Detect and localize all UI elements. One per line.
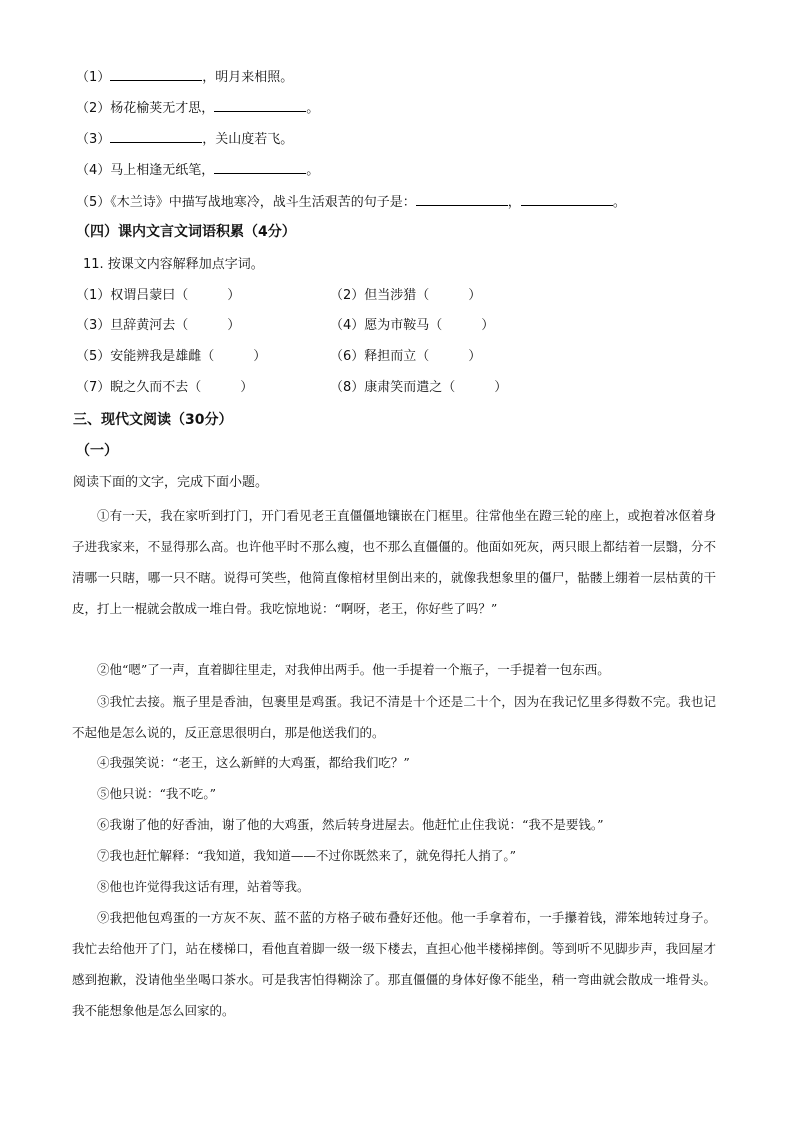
poem-text: 。 bbox=[612, 195, 626, 210]
vocab-item: （8）康肃笑而遣之（ ） bbox=[330, 380, 508, 395]
poem-text: 《木兰诗》中描写战地寒冷，战斗生活艰苦的句子是： bbox=[110, 195, 416, 210]
item-number: （1） bbox=[76, 70, 111, 85]
vocab-item: （2）但当涉猎（ ） bbox=[330, 288, 482, 303]
item-number: （5） bbox=[76, 195, 111, 210]
question-prompt: 11. 按课文内容解释加点字词。 bbox=[83, 257, 264, 272]
item-number: （4） bbox=[76, 163, 111, 178]
vocab-item: （1）权谓吕蒙曰（ ） bbox=[76, 288, 241, 303]
answer-blank[interactable] bbox=[521, 191, 613, 206]
poem-text: ，明月来相照。 bbox=[202, 70, 294, 85]
passage-paragraph-1: ①有一天，我在家听到打门，开门看见老王直僵僵地镶嵌在门框里。往常他坐在蹬三轮的座上，或抱着冰伛着身子进我家来，不显得那么高。也许他平时不那么瘦，也不那么直僵僵的。他面如死灰，两只眼上都结着一层翳，分不清哪一只瞎，哪一只不瞎。说得可笑些，他简直像棺材里倒出来的，就像我想象里的僵尸，骷髅上绷着一层枯黄的干皮，打上一棍就会散成一堆白骨。我吃惊地说：“啊呀，老王，你好些了吗？” bbox=[72, 508, 716, 616]
answer-blank[interactable] bbox=[110, 128, 202, 143]
subsection-heading: （一） bbox=[76, 443, 118, 459]
passage-paragraph-4: ④我强笑说：“老王，这么新鲜的大鸡蛋，都给我们吃？” bbox=[97, 755, 410, 770]
section-heading: 三、现代文阅读（30分） bbox=[73, 412, 233, 428]
poem-item-3 bbox=[76, 128, 293, 150]
passage-paragraph-5: ⑤他只说：“我不吃。” bbox=[97, 786, 217, 801]
answer-blank[interactable] bbox=[416, 191, 508, 206]
vocab-item: （7）睨之久而不去（ ） bbox=[76, 380, 254, 395]
passage-paragraph-9: ⑨我把他包鸡蛋的一方灰不灰、蓝不蓝的方格子破布叠好还他。他一手拿着布，一手攥着钱，滞笨地转过身子。我忙去给他开了门，站在楼梯口，看他直着脚一级一级下楼去，直担心他半楼梯摔倒。等到听不见脚步声，我回屋才感到抱歉，没请他坐坐喝口茶水。可是我害怕得糊涂了。那直僵僵的身体好像不能坐，稍一弯曲就会散成一堆骨头。我不能想象他是怎么回家的。 bbox=[72, 910, 716, 1018]
passage-paragraph-2: ②他“嗯”了一声，直着脚往里走，对我伸出两手。他一手提着一个瓶子，一手提着一包东西。 bbox=[97, 662, 610, 677]
item-number: （3） bbox=[76, 132, 111, 147]
vocab-item: （3）旦辞黄河去（ ） bbox=[76, 318, 241, 333]
reading-instruction: 阅读下面的文字，完成下面小题。 bbox=[73, 475, 269, 490]
poem-text: ， bbox=[507, 195, 521, 210]
poem-text: ，关山度若飞。 bbox=[202, 132, 294, 147]
vocab-item: （6）释担而立（ ） bbox=[330, 349, 482, 364]
vocab-item: （4）愿为市鞍马（ ） bbox=[330, 318, 495, 333]
section-heading: （四）课内文言文词语积累（4分） bbox=[76, 224, 296, 240]
item-number: （2） bbox=[76, 101, 111, 116]
poem-text: 。 bbox=[306, 163, 320, 178]
answer-blank[interactable] bbox=[110, 66, 202, 81]
poem-text: 杨花榆荚无才思， bbox=[110, 101, 215, 116]
passage-paragraph-7: ⑦我也赶忙解释：“我知道，我知道——不过你既然来了，就免得托人捎了。” bbox=[97, 848, 517, 863]
poem-text: 。 bbox=[306, 101, 320, 116]
passage-paragraph-6: ⑥我谢了他的好香油，谢了他的大鸡蛋，然后转身进屋去。他赶忙止住我说：“我不是要钱。” bbox=[97, 817, 604, 832]
poem-item-2 bbox=[76, 97, 319, 119]
vocab-item: （5）安能辨我是雄雌（ ） bbox=[76, 349, 267, 364]
poem-text: 马上相逢无纸笔， bbox=[110, 163, 215, 178]
answer-blank[interactable] bbox=[214, 159, 306, 174]
passage-paragraph-3: ③我忙去接。瓶子里是香油，包裹里是鸡蛋。我记不清是十个还是二十个，因为在我记忆里多得数不完。我也记不起他是怎么说的，反正意思很明白，那是他送我们的。 bbox=[72, 694, 716, 740]
answer-blank[interactable] bbox=[214, 97, 306, 112]
poem-item-1 bbox=[76, 66, 293, 88]
poem-item-4 bbox=[76, 159, 319, 181]
poem-item-5 bbox=[76, 191, 626, 213]
passage-paragraph-8: ⑧他也许觉得我这话有理，站着等我。 bbox=[97, 879, 310, 894]
